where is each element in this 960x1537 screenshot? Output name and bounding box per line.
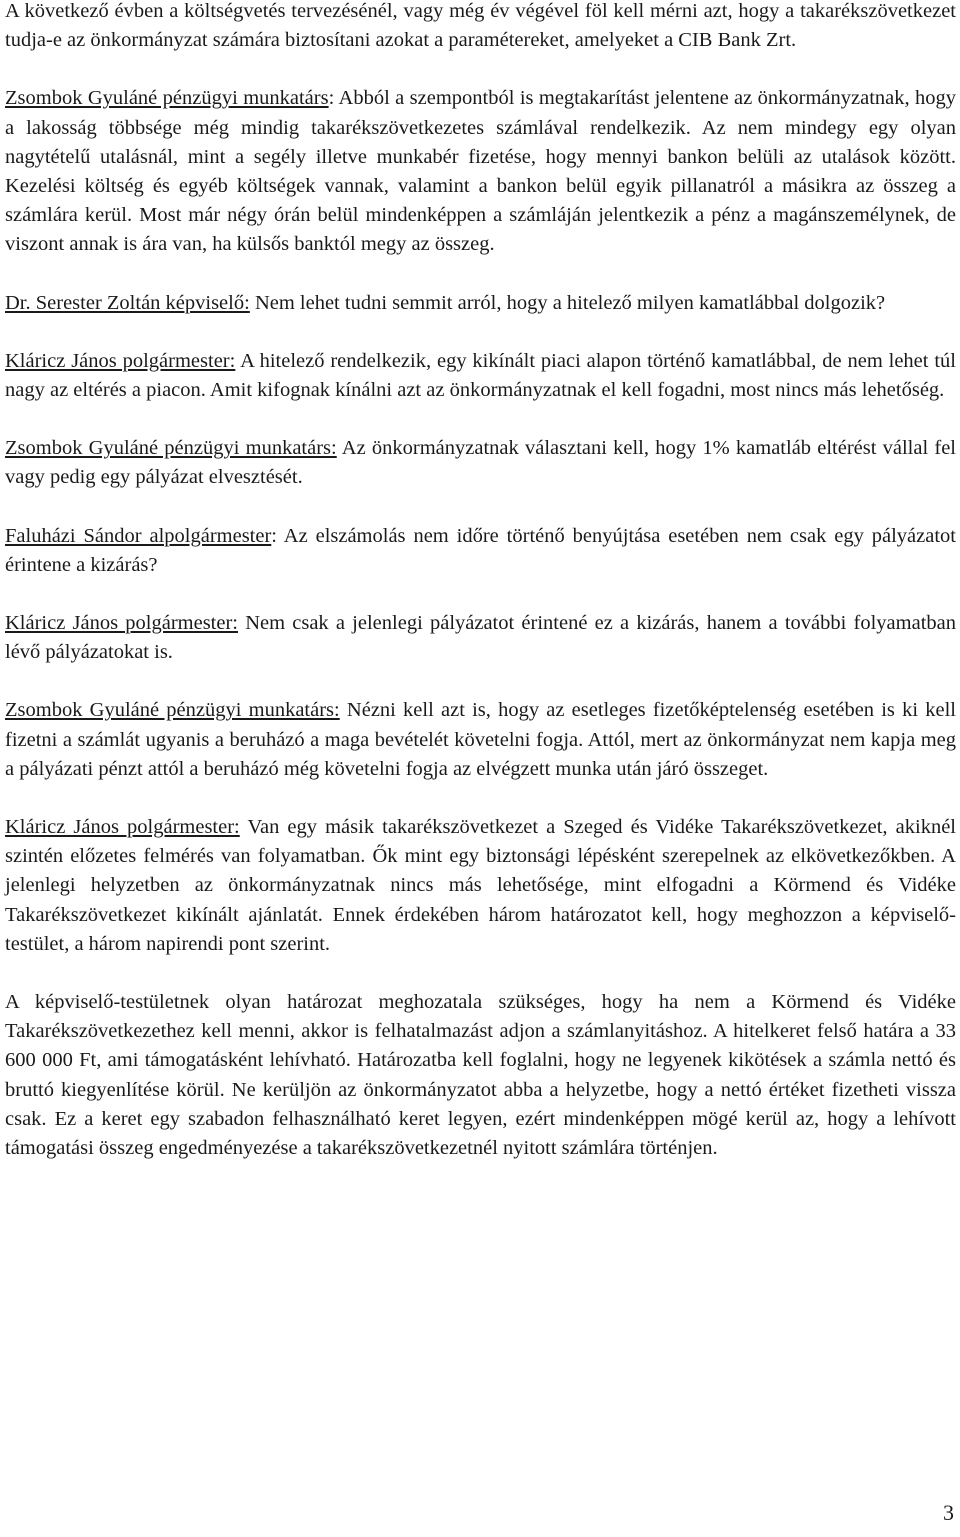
paragraph (5, 813, 956, 959)
paragraph (5, 0, 956, 55)
paragraph (5, 434, 956, 492)
speaker-name: Kláricz János polgármester: (5, 349, 236, 372)
paragraph-text: Nem csak a jelenlegi pályázatot érintené ez a kizárás, hanem a további folyamatban lévő pályázatokat is. (5, 612, 956, 664)
paragraph (5, 988, 956, 1163)
paragraph (5, 696, 956, 784)
paragraph-text: Abból a szempontból is megtakarítást jelentene az önkormányzatnak, hogy a lakosság többsége még mindig takarékszövetkezetes számlával rendelkezik. Az nem mindegy egy olyan nagytételű utalásnál, mint a segély illetve munkabér fizetése, hogy mennyi bankon belüli az utalások között. Kezelési költség és egyéb költségek vannak, valamint a bankon belül egyik pillanatról a másikra az összeg a számlára kerül. Most már négy órán belül mindenképpen a számláján jelentkezik a pénz a magánszemélynek, de viszont annak is ára van, ha külsős banktól megy az összeg. (5, 87, 957, 256)
paragraph-text: Az önkormányzatnak választani kell, hogy 1% kamatláb eltérést vállal fel vagy pedig egy pályázat elvesztését. (5, 437, 956, 489)
speaker-colon: : (328, 87, 335, 110)
paragraph (5, 289, 956, 318)
paragraph (5, 84, 956, 259)
paragraph-text: A hitelező rendelkezik, egy kikínált piaci alapon történő kamatlábbal, de nem lehet túl nagy az eltérés a piacon. Amit kifognak kínálni azt az önkormányzatnak el kell fogadni, most nincs más lehetőség. (5, 349, 956, 402)
speaker-name: Zsombok Gyuláné pénzügyi munkatárs: (5, 699, 340, 722)
paragraph-text: Van egy másik takarékszövetkezet a Szeged és Vidéke Takarékszövetkezet, akiknél szintén előzetes felmérés van folyamatban. Ők mint egy biztonsági lépésként szerepelnek az elkövetkezőkben. A jelenlegi helyzetben az önkormányzatnak nincs más lehetősége, mint elfogadni a Körmend és Vidéke Takarékszövetkezet kikínált ajánlatát. Ennek érdekében három határozatot kell, hogy meghozzon a képviselő-testület, a három napirendi pont szerint. (5, 816, 956, 955)
paragraph-text: Nem lehet tudni semmit arról, hogy a hitelező milyen kamatlábbal dolgozik? (249, 291, 886, 314)
speaker-colon: : (271, 524, 277, 547)
page-number: 3 (943, 1500, 954, 1525)
speaker-name: Zsombok Gyuláné pénzügyi munkatárs (5, 87, 329, 110)
paragraph-text: Az elszámolás nem időre történő benyújtása esetében nem csak egy pályázatot érintene a kizárás? (5, 524, 956, 576)
document-page (5, 0, 956, 1192)
speaker-name: Kláricz János polgármester: (5, 612, 238, 635)
paragraph (5, 347, 956, 405)
speaker-name: Dr. Serester Zoltán képviselő: (5, 291, 250, 314)
speaker-name: Faluházi Sándor alpolgármester (5, 524, 272, 547)
paragraph-text: Nézni kell azt is, hogy az esetleges fizetőképtelenség esetében is ki kell fizetni a számlát ugyanis a beruházó a maga bevételét követelni fogja. Attól, mert az önkormányzat nem kapja meg a pályázati pénzt attól a beruházó még követelni fogja az elvégzett munka után járó összeget. (5, 699, 956, 780)
speaker-name: Zsombok Gyuláné pénzügyi munkatárs: (5, 437, 337, 460)
paragraph (5, 609, 956, 667)
paragraph-text: A következő évben a költségvetés tervezésénél, vagy még év végével föl kell mérni azt, hogy a takarékszövetkezet tudja-e az önkormányzat számára biztosítani azokat a paramétereket, amelyeket a CIB Bank Zrt. (5, 0, 956, 52)
speaker-name: Kláricz János polgármester: (5, 816, 240, 839)
paragraph (5, 522, 956, 580)
paragraph-text: A képviselő-testületnek olyan határozat meghozatala szükséges, hogy ha nem a Körmend és Vidéke Takarékszövetkezethez kell menni, akkor is felhatalmazást adjon a számlanyitáshoz. A hitelkeret felső határa a 33 600 000 Ft, ami támogatásként lehívható. Határozatba kell foglalni, hogy ne legyenek kikötések a számla nettó és bruttó kiegyenlítése körül. Ne kerüljön az önkormányzatot abba a helyzetbe, hogy a nettó értéket fizetheti vissza csak. Ez a keret egy szabadon felhasználható keret legyen, ezért mindenképpen mögé kerül az, hogy a lehívott támogatási összeg engedményezése a takarékszövetkezetnél nyitott számlára történjen. (5, 991, 956, 1160)
